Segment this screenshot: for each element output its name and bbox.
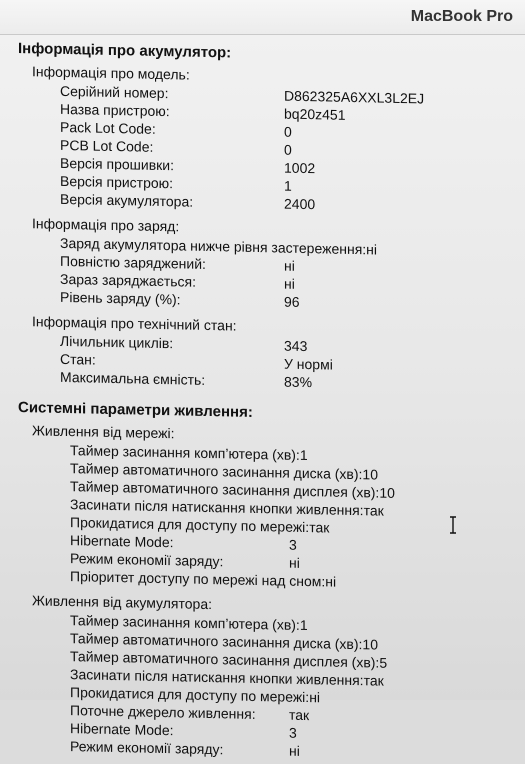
- kv-value: 1: [284, 177, 292, 194]
- kv-value: ні: [289, 554, 300, 571]
- kv-value: так: [289, 706, 310, 724]
- kv-label: Версія пристрою:: [60, 172, 174, 192]
- kv-label: Таймер засинання комп’ютера (хв):: [70, 442, 300, 463]
- kv-label: Прокидатися для доступу по мережі:: [70, 514, 310, 536]
- kv-value: 1: [299, 616, 308, 634]
- kv-value: 343: [284, 337, 308, 355]
- kv-label: Режим економії заряду:: [70, 550, 224, 570]
- kv-value: У нормі: [284, 355, 333, 373]
- kv-value: 0: [284, 123, 292, 140]
- kv-value: так: [363, 502, 384, 519]
- health-info-title: Інформація про технічний стан:: [32, 313, 237, 334]
- kv-value: 0: [284, 141, 292, 158]
- kv-label: Назва пристрою:: [60, 100, 170, 120]
- kv-label: Режим економії заряду:: [70, 738, 224, 758]
- kv-label: Повністю заряджений:: [60, 252, 206, 272]
- window-titlebar: [0, 0, 525, 35]
- kv-label: Таймер автоматичного засинання диска (хв):: [70, 630, 363, 653]
- kv-value: ні: [284, 257, 295, 274]
- kv-value: D862325A6XXL3L2EJ: [284, 87, 425, 107]
- kv-value: ні: [309, 689, 321, 706]
- kv-label: Pack Lot Code:: [60, 118, 156, 137]
- kv-label: Заряд акумулятора нижче рівня застереження:: [60, 234, 367, 258]
- kv-label: Стан:: [60, 350, 96, 368]
- health-info-rows: [60, 332, 508, 395]
- kv-label: Прокидатися для доступу по мережі:: [70, 684, 310, 706]
- kv-value: 1: [299, 446, 308, 464]
- model-info-title: Інформація про модель:: [32, 63, 190, 83]
- power-battery-title: Живлення від акумулятора:: [32, 592, 212, 613]
- text-cursor-icon: [448, 516, 458, 534]
- kv-label: Лічильник циклів:: [60, 332, 174, 352]
- kv-value: 10: [362, 466, 378, 483]
- kv-label: Hibernate Mode:: [70, 532, 174, 551]
- kv-value: 2400: [284, 195, 316, 213]
- kv-label: Версія акумулятора:: [60, 190, 194, 210]
- kv-label: Засинати після натискання кнопки живлення:: [70, 496, 364, 519]
- kv-label: Таймер засинання комп’ютера (хв):: [70, 612, 300, 633]
- kv-value: так: [363, 672, 384, 689]
- window-title: MacBook Pro: [410, 8, 513, 25]
- kv-label: Зараз заряджається:: [60, 270, 197, 290]
- kv-label: Поточне джерело живлення:: [70, 702, 256, 722]
- kv-label: Hibernate Mode:: [70, 720, 174, 739]
- model-info-rows: [60, 82, 508, 217]
- kv-label: Таймер автоматичного засинання диска (хв):: [70, 460, 363, 483]
- kv-value: 5: [379, 654, 388, 671]
- power-ac-title: Живлення від мережі:: [32, 422, 175, 442]
- kv-label: Засинати після натискання кнопки живлення:: [70, 666, 364, 689]
- kv-label: Максимальна ємність:: [60, 368, 206, 388]
- power-section-title: Системні параметри живлення:: [18, 399, 253, 421]
- kv-value: 83%: [284, 373, 313, 391]
- kv-value: ні: [366, 241, 378, 258]
- kv-value: 1002: [284, 159, 316, 177]
- kv-value: bq20z451: [284, 105, 346, 123]
- kv-label: Версія прошивки:: [60, 154, 174, 174]
- kv-value: 10: [362, 636, 378, 653]
- kv-label: Таймер автоматичного засинання дисплея (хв):: [70, 478, 380, 501]
- power-ac: [32, 422, 508, 764]
- kv-label: PCB Lot Code:: [60, 136, 154, 155]
- charge-info-rows: [60, 234, 508, 315]
- kv-value: ні: [325, 573, 337, 590]
- kv-value: ні: [289, 742, 300, 759]
- power-battery-rows: [70, 611, 508, 764]
- battery-model-info: [32, 63, 508, 395]
- kv-value: 96: [284, 293, 300, 310]
- kv-label: Пріоритет доступу по мережі над сном:: [70, 568, 326, 590]
- kv-value: 3: [289, 724, 297, 741]
- charge-info-title: Інформація про заряд:: [32, 215, 180, 235]
- kv-label: Таймер автоматичного засинання дисплея (хв):: [70, 648, 380, 671]
- system-info-content: [18, 40, 508, 764]
- power-ac-rows: [70, 441, 508, 594]
- kv-value: так: [309, 519, 330, 536]
- battery-section-title: Інформація про акумулятор:: [18, 40, 232, 62]
- kv-label: Рівень заряду (%):: [60, 288, 181, 308]
- kv-value: ні: [284, 275, 295, 292]
- kv-label: Серійний номер:: [60, 82, 169, 102]
- kv-value: 3: [289, 536, 297, 553]
- kv-value: 10: [379, 484, 395, 501]
